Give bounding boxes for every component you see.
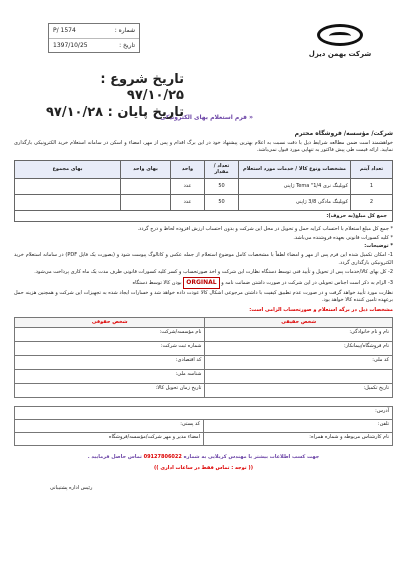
entity-info-row	[15, 328, 393, 342]
note-item-with-stamp	[14, 277, 393, 288]
intro-body: خواهشمند است ضمن مطالعه شرایط ذیل با دقت نسبت به اعلام بهترین پیشنهاد خود در این برگ اقدام و پس از مهر، امضاء و اسکن در سامانه استعلام خرید الکترونیکی بارگذاری نمایید. ارائه قیمت طی پیش فاکتور به تنهایی مورد قبول نمی‌باشد.	[14, 140, 393, 154]
header-unit: واحد	[171, 160, 205, 178]
condition-item: * جمع کل مبلغ استعلام با احتساب کرایه حمل و تحویل در محل این شرکت و بدون احتساب ارزش افزوده لحاظ و درج گردد.	[137, 225, 393, 232]
postal-code-field: کد پستی:	[15, 420, 204, 433]
entity-info-row	[15, 342, 393, 356]
entity-info-row	[15, 356, 393, 370]
condition-item: * کلیه کسورات قانونی بعهده فروشنده می‌باشد.	[293, 234, 393, 241]
row-unit: عدد	[171, 178, 205, 194]
address-row	[15, 433, 393, 446]
natural-name-field: نام و نام خانوادگی:	[205, 328, 393, 342]
entity-info-table	[14, 317, 393, 398]
natural-shop-field: نام فروشگاه/پیمانکار:	[205, 342, 393, 356]
note-item: 2- کل بهای کالا/خدمات پس از تحویل و تأیید فنی توسط دستگاه نظارت این شرکت و اخذ صورتحساب و کسر کلیه کسورات قانونی ظرف مدت یک ماه کاری پرداخت می‌شود.	[34, 268, 393, 275]
company-emblem-icon	[317, 24, 363, 46]
signature-field: امضاء مدیر و مهر شرکت/مؤسسه/فروشگاه	[15, 433, 204, 446]
natural-person-header: شخص حقیقی	[205, 318, 393, 328]
natural-empty-field	[205, 370, 393, 384]
document-meta	[48, 23, 140, 53]
legal-national-id-field: شناسه ملی:	[15, 370, 205, 384]
intro	[14, 130, 393, 155]
legal-company-field: نام مؤسسه/شرکت:	[15, 328, 205, 342]
row-unit-price	[121, 178, 171, 194]
note-item: نظارت مورد تأیید خواهد گرفت و در صورت عدم تطبیق کیفیت با داشتن مرجوعی اشکال کالا عودت داده خواهد شد و خسارات ایجاد شده به تجهیزات این شرکت و همچنین هزینه حمل برعهده تامین کننده کالا خواهد بود.	[14, 289, 393, 304]
address-row	[15, 407, 393, 420]
document-date-row	[49, 39, 139, 53]
number-label: شماره :	[114, 27, 135, 34]
table-row	[15, 194, 393, 210]
contact-info	[14, 454, 393, 460]
total-row	[15, 210, 393, 221]
date-value: 1397/10/25	[53, 41, 88, 49]
intro-title: شرکت/ مؤسسه/ فروشگاه محترم	[294, 129, 393, 137]
contact-text-end: تماس حاصل فرمایید .	[87, 454, 142, 461]
row-unit-price	[121, 194, 171, 210]
end-date-label: تاریخ پایان :	[107, 104, 184, 120]
original-stamp: ORGINAL	[183, 277, 219, 288]
legal-entity-header: شخص حقوقی	[15, 318, 205, 328]
office-hours-note: (( توجه : تماس فقط در ساعات اداری ))	[154, 464, 253, 471]
row-number: 2	[351, 194, 393, 210]
document-number-row	[49, 24, 139, 39]
row-total-price	[15, 194, 121, 210]
entity-info-header	[15, 318, 393, 328]
required-info-title: مشخصات ذیل در برگه استعلام و صورتحساب الزامی است:	[249, 307, 393, 314]
header-item-count: تعداد آیتم	[351, 160, 393, 178]
table-row	[15, 178, 393, 194]
row-total-price	[15, 178, 121, 194]
notes-title: * توضیحات:	[364, 243, 393, 250]
company-logo	[299, 24, 381, 59]
header-unit-price: بهای واحد	[121, 160, 171, 178]
row-description: کوپلینگ نری 1/4" Tema ژاپنی	[239, 178, 351, 194]
note-item: 1- امکان تکمیل شده این فرم پس از مهر و امضاء لطفاً با مشخصات کامل موضوع استعلام از جمله عکس و کاتالوگ پیوست شود و (بصورت یک فایل PDF) در سامانه استعلام خرید الکترونیکی بارگذاری گردد.	[14, 252, 393, 266]
date-label: تاریخ :	[119, 41, 135, 49]
expert-contact-field: نام کارشناس مربوطه و شماره همراه:	[204, 433, 393, 446]
start-date-value: ۹۷/۱۰/۲۵	[126, 88, 184, 104]
natural-national-code-field: کد ملی:	[205, 356, 393, 370]
end-date-value: ۹۷/۱۰/۲۸	[45, 104, 104, 120]
contact-text: جهت کسب اطلاعات بیشتر با مهندس کربلایی به شماره	[183, 454, 320, 461]
row-quantity: 50	[205, 178, 239, 194]
entity-info-row	[15, 370, 393, 384]
row-number: 1	[351, 178, 393, 194]
address-table	[14, 406, 393, 446]
start-date	[44, 72, 184, 105]
conditions-and-notes	[14, 226, 393, 305]
inquiry-dates	[44, 72, 184, 121]
number-value: P/ 1574	[53, 27, 76, 34]
header-description: مشخصات ونوع کالا / خدمات مورد استعلام	[239, 160, 351, 178]
address-row	[15, 420, 393, 433]
total-in-words-label: جمع کل مبلغ(به حروف):	[15, 210, 393, 221]
items-table-header	[15, 160, 393, 178]
phone-field: تلفن:	[204, 420, 393, 433]
legal-economic-code-field: کد اقتصادی:	[15, 356, 205, 370]
delivery-date-field: تاریخ زمان تحویل کالا:	[15, 384, 205, 398]
entity-info-row	[15, 384, 393, 398]
row-quantity: 50	[205, 194, 239, 210]
support-department-signature: رئیس اداره پشتیبانی	[50, 484, 93, 491]
legal-registration-field: شماره ثبت شرکت:	[15, 342, 205, 356]
address-field: آدرس:	[15, 407, 393, 420]
completion-date-field: تاریخ تکمیل:	[205, 384, 393, 398]
start-date-label: تاریخ شروع :	[100, 72, 184, 87]
note-item-text: 3- الزام به ذکر است اجناس تحویلی در این شرکت در صورت داشتن ضمانت نامه و	[221, 280, 393, 287]
company-name: شرکت بهمن دیزل	[308, 50, 372, 58]
row-description: کوپلینگ مادگی 3/8 ژاپنی	[239, 194, 351, 210]
row-unit: عدد	[171, 194, 205, 210]
end-date	[44, 105, 184, 121]
header-total-price: بهای مجموع	[15, 160, 121, 178]
header-quantity: تعداد / مقدار	[205, 160, 239, 178]
note-item-tail: بودن کالا توسط دستگاه	[132, 280, 182, 287]
items-table	[14, 160, 393, 222]
form-title: « فرم استعلام بهای الکترونیکی »	[154, 114, 253, 121]
contact-phone: 09127806022	[143, 454, 182, 461]
